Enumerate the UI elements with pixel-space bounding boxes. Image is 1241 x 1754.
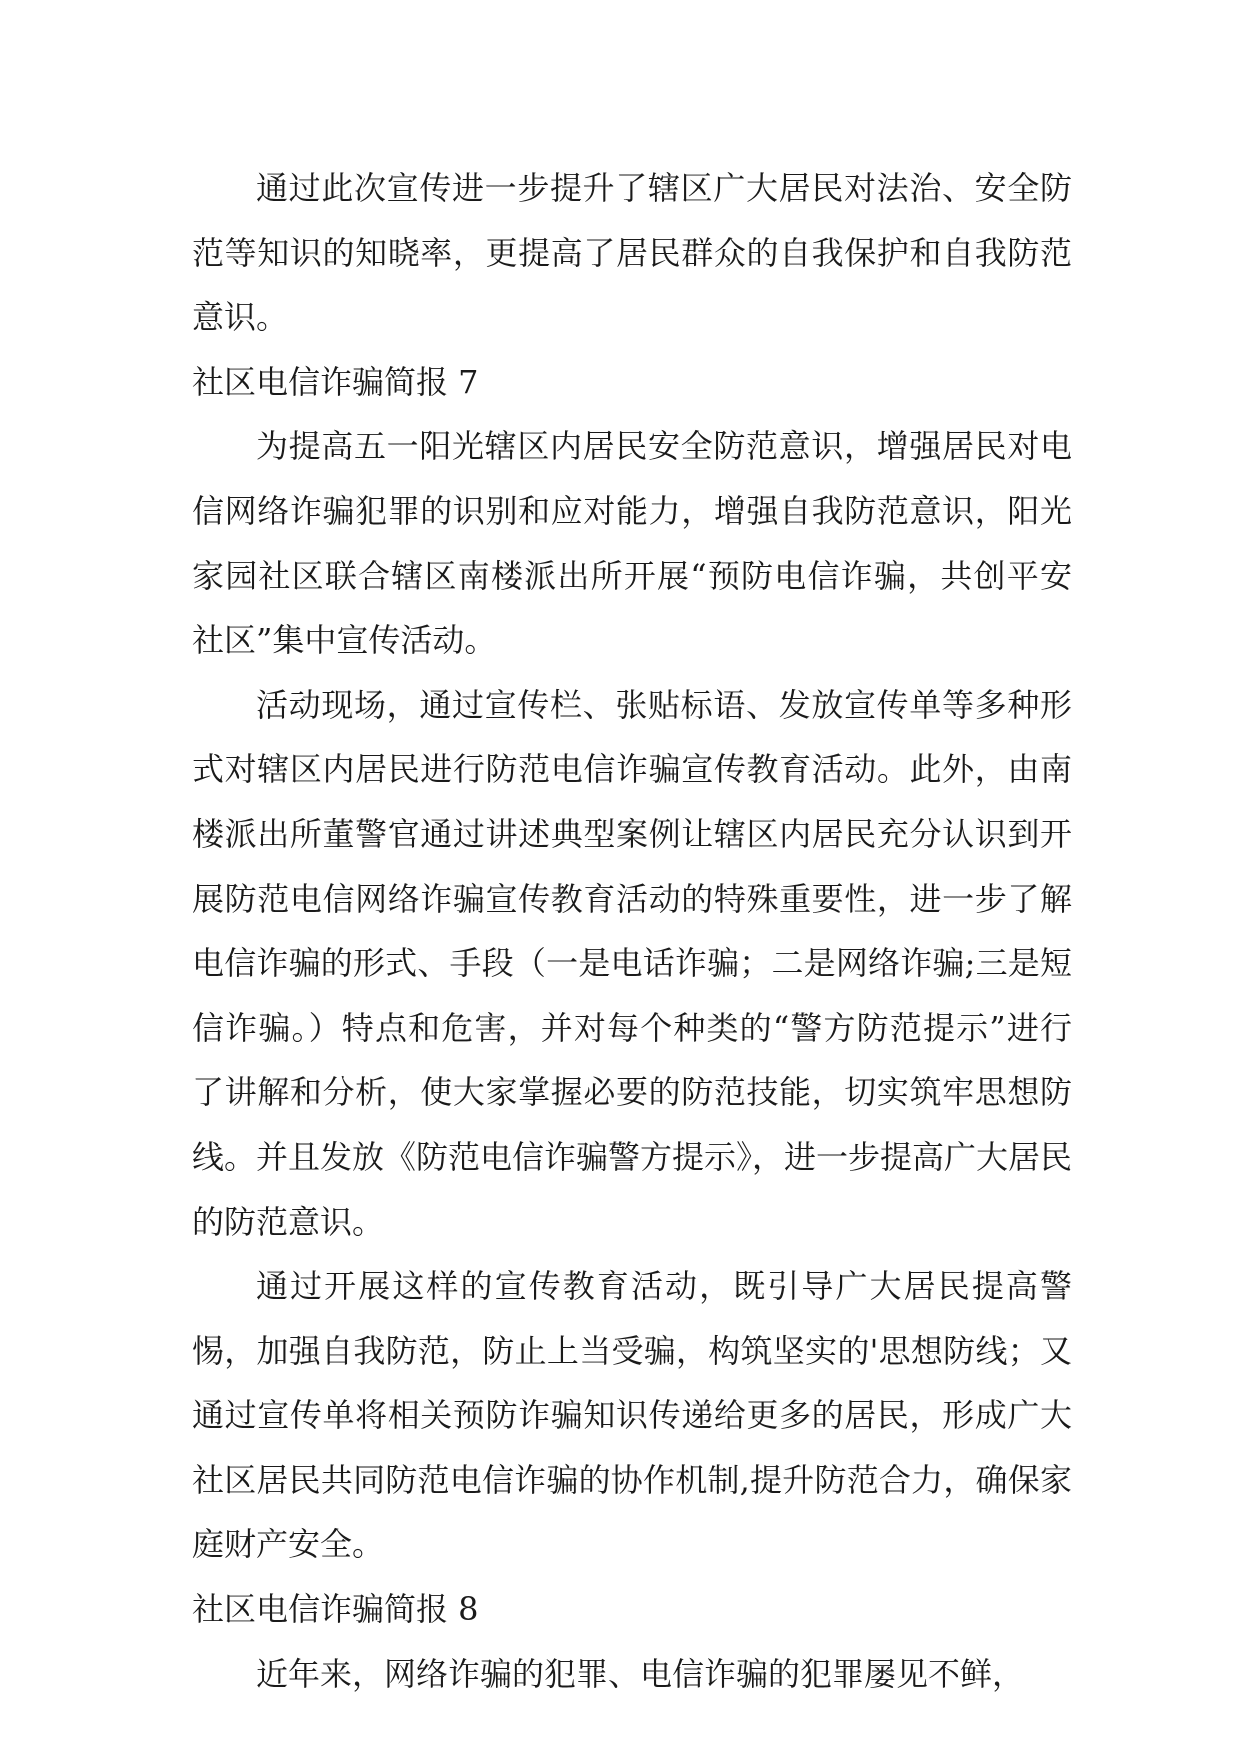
paragraph-outcome-report-7: 通过开展这样的宣传教育活动，既引导广大居民提高警惕，加强自我防范，防止上当受骗，构筑坚实的'思想防线；又通过宣传单将相关预防诈骗知识传递给更多的居民，形成广大社区居民共同防范电信诈骗的协作机制,提升防范合力，确保家庭财产安全。 (192, 1267, 1072, 1564)
section-heading-report-8: 社区电信诈骗简报 8 (192, 1590, 479, 1629)
paragraph-activity-details: 活动现场，通过宣传栏、张贴标语、发放宣传单等多种形式对辖区内居民进行防范电信诈骗宣传教育活动。此外，由南楼派出所董警官通过讲述典型案例让辖区内居民充分认识到开展防范电信网络诈骗宣传教育活动的特殊重要性，进一步了解电信诈骗的形式、手段（一是电话诈骗；二是网络诈骗;三是短信诈骗。）特点和危害，并对每个种类的“警方防范提示”进行了讲解和分析，使大家掌握必要的防范技能，切实筑牢思想防线。并且发放《防范电信诈骗警方提示》，进一步提高广大居民的防范意识。 (192, 685, 1073, 1241)
paragraph-intro-report-7: 为提高五一阳光辖区内居民安全防范意识，增强居民对电信网络诈骗犯罪的识别和应对能力，增强自我防范意识，阳光家园社区联合辖区南楼派出所开展“预防电信诈骗，共创平安社区”集中宣传活动。 (192, 427, 1072, 660)
paragraph-closing-summary: 通过此次宣传进一步提升了辖区广大居民对法治、安全防范等知识的知晓率，更提高了居民群众的自我保护和自我防范意识。 (192, 169, 1072, 337)
paragraph-intro-report-8: 近年来，网络诈骗的犯罪、电信诈骗的犯罪屡见不鲜， (256, 1654, 1025, 1693)
section-heading-report-7: 社区电信诈骗简报 7 (192, 362, 479, 401)
document-page (192, 156, 1072, 1706)
